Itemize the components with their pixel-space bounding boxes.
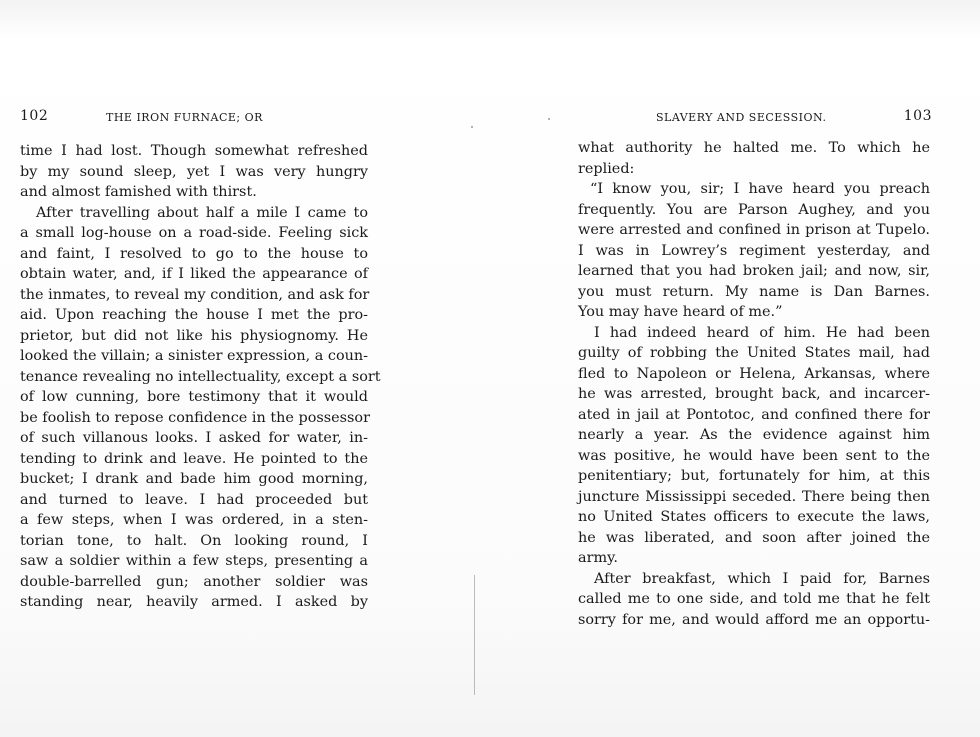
text-line: he was arrested, brought back, and incarcer- (578, 386, 930, 402)
text-line: the inmates, to reveal my condition, and ask for (20, 286, 370, 303)
text-line: I was in Lowrey’s regiment yesterday, and (578, 242, 930, 259)
text-line: fled to Napoleon or Helena, Arkansas, where (578, 365, 930, 382)
text-line: tending to drink and leave. He pointed to the (20, 450, 368, 467)
text-line: a few steps, when I was ordered, in a sten- (20, 512, 368, 528)
text-line: by my sound sleep, yet I was very hungry (20, 163, 368, 180)
text-line: called me to one side, and told me that he felt (578, 591, 930, 607)
speck (471, 126, 473, 128)
text-line: penitentiary; but, fortunately for him, at this (578, 468, 930, 484)
text-line: be foolish to repose confidence in the possessor (20, 409, 370, 426)
left-page-number: 102 (20, 108, 49, 124)
text-line: and turned to leave. I had proceeded but (20, 491, 368, 508)
left-text-block (20, 141, 381, 613)
text-line: nearly a year. As the evidence against him (578, 427, 930, 443)
text-line: no United States officers to execute the laws, (578, 509, 930, 525)
text-line: you must return. My name is Dan Barnes. (578, 283, 930, 300)
text-line: ated in jail at Pontotoc, and confined there for (578, 406, 930, 423)
text-line: After travelling about half a mile I came to (36, 204, 368, 221)
text-line: tenance revealing no intellectuality, except a sort (20, 368, 381, 385)
text-line: bucket; I drank and bade him good morning, (20, 471, 368, 487)
text-line: of such villanous looks. I asked for water, in- (20, 430, 368, 446)
text-line: torian tone, to halt. On looking round, I (20, 532, 368, 549)
text-line: After breakfast, which I paid for, Barnes (594, 570, 930, 587)
text-line: double-barrelled gun; another soldier was (20, 573, 368, 590)
left-running-title: THE IRON FURNACE; OR (106, 111, 263, 124)
right-text-block (578, 138, 930, 630)
text-line: of low cunning, bore testimony that it would (20, 389, 368, 405)
text-line: standing near, heavily armed. I asked by (20, 594, 368, 610)
text-line: he was liberated, and soon after joined the (578, 529, 930, 546)
text-line: time I had lost. Though somewhat refreshed (20, 143, 368, 159)
text-line: replied: (578, 160, 635, 177)
right-running-head (578, 109, 930, 127)
left-running-head (20, 109, 368, 127)
text-line: and faint, I resolved to go to the house to (20, 245, 368, 262)
gutter-mark (474, 575, 475, 695)
text-line: sorry for me, and would afford me an opportu- (578, 611, 930, 628)
text-line: what authority he halted me. To which he (578, 140, 930, 156)
text-line: and almost famished with thirst. (20, 184, 257, 200)
text-line: aid. Upon reaching the house I met the pro- (20, 307, 368, 323)
text-line: juncture Mississippi seceded. There being then (578, 488, 930, 505)
text-line: “I know you, sir; I have heard you preach (590, 181, 930, 197)
text-line: looked the villain; a sinister expression, a coun- (20, 348, 369, 364)
text-line: were arrested and confined in prison at Tupelo. (578, 222, 930, 238)
text-line: army. (578, 550, 618, 566)
text-line: I had indeed heard of him. He had been (594, 324, 930, 341)
text-line: prietor, but did not like his physiognomy. He (20, 327, 368, 344)
text-line: You may have heard of me.” (578, 304, 783, 320)
right-running-title: SLAVERY AND SECESSION. (656, 111, 827, 124)
text-line: saw a soldier within a few steps, presenting a (20, 553, 368, 569)
text-line: frequently. You are Parson Aughey, and you (578, 201, 930, 218)
speck (548, 118, 550, 120)
text-line: obtain water, and, if I liked the appearance of (20, 266, 368, 282)
text-line: guilty of robbing the United States mail, had (578, 345, 930, 361)
text-line: learned that you had broken jail; and now, sir, (578, 263, 930, 279)
right-page-number: 103 (903, 108, 932, 124)
text-line: was positive, he would have been sent to the (578, 447, 930, 464)
text-line: a small log-house on a road-side. Feeling sick (20, 225, 368, 241)
